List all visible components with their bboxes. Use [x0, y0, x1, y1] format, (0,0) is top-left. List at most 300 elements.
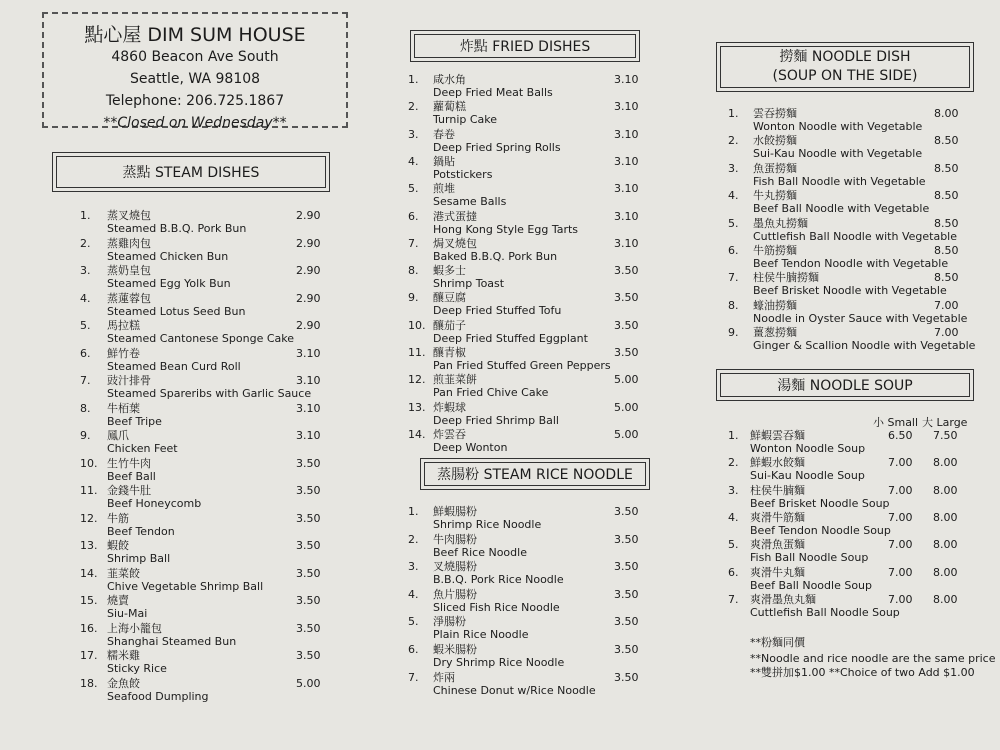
- menu-item: [728, 511, 968, 538]
- menu-item: [80, 209, 340, 236]
- item-price: 7.00: [934, 326, 959, 340]
- menu-item: [728, 244, 968, 271]
- item-english-name: Fish Ball Noodle with Vegetable: [753, 174, 926, 188]
- item-number: 2.: [728, 456, 739, 470]
- item-number: 8.: [728, 298, 739, 312]
- menu-item: [408, 505, 648, 532]
- item-english-name: Beef Honeycomb: [107, 497, 202, 510]
- item-chinese-name: 雲吞撈麵: [753, 107, 797, 120]
- item-price: 3.50: [614, 505, 639, 518]
- menu-item: [408, 264, 648, 291]
- item-number: 5.: [80, 319, 91, 332]
- item-price: 2.90: [296, 236, 321, 250]
- item-number: 16.: [80, 621, 98, 635]
- item-chinese-name: 蘿蔔糕: [433, 100, 466, 114]
- address-line-2: Seattle, WA 98108: [129, 71, 261, 87]
- item-english-name: Beef Ball Noodle with Vegetable: [753, 202, 930, 216]
- item-price: 3.10: [296, 401, 321, 415]
- item-price: 3.10: [614, 236, 639, 250]
- item-number: 6.: [80, 346, 91, 360]
- menu-item: [728, 484, 968, 511]
- item-chinese-name: 港式蛋撻: [433, 209, 477, 223]
- item-number: 2.: [408, 100, 419, 114]
- menu-item: [408, 73, 648, 100]
- menu-item: [728, 217, 968, 244]
- menu-item: [80, 402, 340, 429]
- item-chinese-name: 爽滑魚蛋麵: [750, 538, 805, 552]
- item-number: 11.: [408, 346, 426, 359]
- item-chinese-name: 爽滑牛筋麵: [750, 510, 805, 524]
- item-price: 3.50: [296, 621, 321, 635]
- item-price: 3.10: [614, 73, 639, 86]
- item-english-name: Steamed Bean Curd Roll: [107, 359, 241, 373]
- item-number: 11.: [80, 484, 98, 497]
- item-chinese-name: 牛栢葉: [107, 401, 140, 415]
- steam-dishes-title: 蒸點 STEAM DISHES: [52, 152, 330, 192]
- item-price: 8.50: [934, 161, 959, 175]
- item-chinese-name: 春卷: [433, 127, 455, 141]
- item-price-large: 8.00: [933, 456, 958, 470]
- menu-item: [728, 593, 968, 620]
- item-price: 3.50: [296, 484, 321, 497]
- item-number: 9.: [80, 429, 91, 442]
- item-chinese-name: 燒賣: [107, 594, 129, 607]
- item-price: 3.50: [296, 649, 321, 662]
- item-price: 3.10: [296, 374, 321, 387]
- item-english-name: Beef Rice Noodle: [433, 545, 527, 559]
- menu-item: [80, 374, 340, 401]
- item-chinese-name: 水餃撈麵: [753, 134, 797, 148]
- item-chinese-name: 金魚餃: [107, 676, 140, 690]
- item-price: 5.00: [614, 427, 639, 441]
- noodle-dish-title-line2: (SOUP ON THE SIDE): [772, 68, 918, 84]
- restaurant-header: [42, 12, 348, 131]
- item-chinese-name: 煎堆: [433, 182, 455, 196]
- item-number: 6.: [408, 643, 419, 656]
- item-chinese-name: 爽滑墨魚丸麵: [750, 592, 816, 606]
- item-chinese-name: 糯米雞: [107, 649, 140, 662]
- item-price-small: 7.00: [888, 538, 913, 552]
- item-price: 3.50: [614, 346, 639, 359]
- item-english-name: Potstickers: [433, 167, 493, 181]
- item-price: 5.00: [614, 373, 639, 387]
- item-chinese-name: 魚蛋撈麵: [753, 161, 797, 175]
- item-english-name: Steamed Chicken Bun: [107, 249, 229, 263]
- menu-item: [408, 155, 648, 182]
- item-chinese-name: 炸兩: [433, 670, 455, 684]
- item-english-name: Beef Brisket Noodle with Vegetable: [753, 284, 947, 298]
- menu-item: [408, 588, 648, 615]
- item-english-name: Sesame Balls: [433, 195, 507, 209]
- item-price: 3.50: [614, 643, 639, 656]
- item-chinese-name: 鮮竹卷: [107, 346, 140, 360]
- item-english-name: Beef Tendon Noodle Soup: [750, 523, 891, 537]
- menu-item: [408, 210, 648, 237]
- menu-item: [80, 264, 340, 291]
- item-number: 1.: [408, 505, 419, 518]
- item-chinese-name: 牛丸撈麵: [753, 189, 797, 203]
- item-price: 3.50: [614, 560, 639, 574]
- menu-item: [408, 346, 648, 373]
- item-english-name: Shrimp Toast: [433, 277, 505, 291]
- menu-item: [80, 319, 340, 346]
- steam-rice-noodle-title: 蒸腸粉 STEAM RICE NOODLE: [420, 458, 650, 490]
- item-number: 15.: [80, 594, 98, 607]
- item-english-name: Beef Brisket Noodle Soup: [750, 496, 890, 510]
- item-number: 2.: [80, 236, 91, 250]
- item-price-large: 8.00: [933, 510, 958, 524]
- item-price-small: 7.00: [888, 483, 913, 497]
- menu-item: [80, 347, 340, 374]
- item-price: 8.50: [934, 271, 959, 285]
- item-english-name: Seafood Dumpling: [107, 689, 209, 703]
- item-price: 8.00: [934, 107, 959, 120]
- item-english-name: Noodle in Oyster Sauce with Vegetable: [753, 311, 968, 325]
- item-number: 13.: [80, 539, 98, 552]
- item-price: 3.10: [614, 127, 639, 141]
- menu-item: [408, 671, 648, 698]
- item-english-name: Sticky Rice: [107, 662, 167, 675]
- fried-dishes-title: 炸點 FRIED DISHES: [410, 30, 640, 62]
- item-price-large: 8.00: [933, 538, 958, 552]
- item-english-name: Siu-Mai: [107, 607, 148, 620]
- item-price: 3.50: [296, 539, 321, 552]
- item-number: 3.: [728, 161, 739, 175]
- item-number: 7.: [408, 670, 419, 684]
- item-english-name: Beef Ball Noodle Soup: [750, 578, 873, 592]
- menu-item: [80, 237, 340, 264]
- item-price: 3.50: [614, 318, 639, 332]
- menu-item: [408, 182, 648, 209]
- menu-item: [728, 189, 968, 216]
- item-price: 8.50: [934, 216, 959, 230]
- item-english-name: Cuttlefish Ball Noodle Soup: [750, 605, 900, 619]
- menu-item: [408, 615, 648, 642]
- item-chinese-name: 釀豆腐: [433, 291, 466, 305]
- item-number: 12.: [408, 373, 426, 387]
- menu-item: [408, 428, 648, 455]
- note-choice-of-two: **雙拼加$1.00 **Choice of two Add $1.00: [750, 666, 975, 679]
- menu-item: [728, 107, 968, 134]
- item-price: 2.90: [296, 319, 321, 332]
- menu-item: [408, 533, 648, 560]
- item-english-name: Deep Fried Shrimp Ball: [433, 413, 559, 427]
- address-line-1: 4860 Beacon Ave South: [111, 49, 279, 65]
- item-number: 6.: [728, 565, 739, 579]
- menu-item: [408, 237, 648, 264]
- item-english-name: Beef Tripe: [107, 414, 162, 428]
- menu-item: [80, 457, 340, 484]
- item-number: 4.: [728, 510, 739, 524]
- item-english-name: Steamed B.B.Q. Pork Bun: [107, 222, 247, 235]
- item-chinese-name: 柱侯牛腩撈麵: [753, 271, 819, 285]
- item-english-name: Sui-Kau Noodle with Vegetable: [753, 147, 923, 161]
- item-price: 3.10: [296, 429, 321, 442]
- menu-item: [80, 594, 340, 621]
- item-price: 3.10: [296, 346, 321, 360]
- item-english-name: Deep Wonton: [433, 440, 508, 454]
- menu-item: [408, 560, 648, 587]
- item-chinese-name: 蝦米腸粉: [433, 643, 477, 656]
- item-chinese-name: 薑葱撈麵: [753, 326, 797, 340]
- item-chinese-name: 爽滑牛丸麵: [750, 565, 805, 579]
- menu-item: [408, 319, 648, 346]
- item-price: 2.90: [296, 264, 321, 277]
- item-number: 4.: [408, 154, 419, 168]
- noodle-dish-title: [716, 42, 974, 92]
- item-english-name: Sui-Kau Noodle Soup: [750, 469, 865, 483]
- item-price-small: 6.50: [888, 429, 913, 442]
- menu-item: [408, 291, 648, 318]
- item-english-name: Deep Fried Meat Balls: [433, 86, 553, 99]
- item-english-name: Pan Fried Chive Cake: [433, 386, 549, 400]
- item-english-name: Steamed Spareribs with Garlic Sauce: [107, 387, 312, 400]
- item-chinese-name: 牛筋撈麵: [753, 244, 797, 257]
- item-chinese-name: 鳳爪: [107, 429, 129, 442]
- telephone: Telephone: 206.725.1867: [105, 93, 285, 109]
- item-price: 3.50: [614, 532, 639, 546]
- item-chinese-name: 柱侯牛腩麵: [750, 483, 805, 497]
- item-number: 14.: [80, 566, 98, 580]
- item-number: 2.: [408, 532, 419, 546]
- item-number: 18.: [80, 676, 98, 690]
- item-price: 2.90: [296, 209, 321, 222]
- item-chinese-name: 焗叉燒包: [433, 236, 477, 250]
- item-english-name: Fish Ball Noodle Soup: [750, 551, 869, 565]
- item-price: 3.50: [614, 615, 639, 629]
- item-number: 5.: [728, 216, 739, 230]
- menu-item: [80, 622, 340, 649]
- large-size-label: 大 Large: [922, 416, 968, 429]
- item-english-name: Deep Fried Stuffed Tofu: [433, 304, 562, 318]
- item-chinese-name: 墨魚丸撈麵: [753, 216, 808, 230]
- menu-item: [80, 292, 340, 319]
- menu-item: [728, 162, 968, 189]
- item-english-name: Ginger & Scallion Noodle with Vegetable: [753, 339, 976, 353]
- item-english-name: Baked B.B.Q. Pork Bun: [433, 249, 558, 263]
- item-chinese-name: 咸水角: [433, 73, 466, 86]
- item-chinese-name: 上海小籠包: [107, 621, 162, 635]
- item-chinese-name: 蒸雞肉包: [107, 236, 151, 250]
- item-number: 1.: [728, 107, 739, 120]
- item-number: 6.: [728, 244, 739, 257]
- item-price: 8.50: [934, 244, 959, 257]
- item-english-name: Deep Fried Stuffed Eggplant: [433, 331, 588, 345]
- item-english-name: Pan Fried Stuffed Green Peppers: [433, 359, 611, 372]
- item-english-name: Beef Ball: [107, 469, 156, 483]
- item-chinese-name: 蒸蓮蓉包: [107, 291, 151, 305]
- menu-item: [728, 429, 968, 456]
- item-price: 3.10: [614, 100, 639, 114]
- menu-item: [80, 649, 340, 676]
- item-english-name: Chinese Donut w/Rice Noodle: [433, 683, 596, 697]
- item-number: 9.: [728, 326, 739, 340]
- note-same-price-zh: **粉麵同價: [750, 636, 805, 649]
- item-english-name: Wonton Noodle with Vegetable: [753, 120, 923, 133]
- item-chinese-name: 淨腸粉: [433, 615, 466, 629]
- item-price-small: 7.00: [888, 565, 913, 579]
- item-number: 8.: [80, 401, 91, 415]
- menu-item: [80, 429, 340, 456]
- menu-item: [728, 271, 968, 298]
- item-price: 8.50: [934, 189, 959, 203]
- item-chinese-name: 蝦多士: [433, 264, 466, 278]
- menu-item: [408, 373, 648, 400]
- item-chinese-name: 釀青椒: [433, 346, 466, 359]
- item-price: 3.50: [614, 670, 639, 684]
- item-price: 8.50: [934, 134, 959, 148]
- item-english-name: Wonton Noodle Soup: [750, 442, 866, 455]
- note-same-price-en: **Noodle and rice noodle are the same price: [750, 652, 996, 665]
- item-english-name: Beef Tendon: [107, 524, 175, 538]
- item-price-small: 7.00: [888, 456, 913, 470]
- item-number: 8.: [408, 264, 419, 278]
- item-number: 7.: [728, 592, 739, 606]
- item-chinese-name: 炸雲吞: [433, 427, 466, 441]
- item-number: 2.: [728, 134, 739, 148]
- item-price: 3.10: [614, 182, 639, 196]
- item-english-name: Shrimp Ball: [107, 552, 171, 565]
- item-english-name: Steamed Egg Yolk Bun: [107, 277, 231, 290]
- menu-item: [80, 512, 340, 539]
- item-price: 3.50: [296, 594, 321, 607]
- item-chinese-name: 豉汁排骨: [107, 374, 151, 387]
- item-price: 5.00: [614, 400, 639, 414]
- item-number: 3.: [408, 560, 419, 574]
- item-chinese-name: 魚片腸粉: [433, 587, 477, 601]
- item-number: 5.: [408, 182, 419, 196]
- item-price: 3.50: [296, 456, 321, 470]
- menu-item: [728, 456, 968, 483]
- item-english-name: Shrimp Rice Noodle: [433, 518, 542, 531]
- item-chinese-name: 馬拉糕: [107, 319, 140, 332]
- item-number: 4.: [728, 189, 739, 203]
- item-number: 14.: [408, 427, 426, 441]
- item-chinese-name: 煎韮菜餅: [433, 373, 477, 387]
- item-price-large: 8.00: [933, 565, 958, 579]
- item-chinese-name: 蠔油撈麵: [753, 298, 797, 312]
- item-english-name: Cuttlefish Ball Noodle with Vegetable: [753, 229, 957, 243]
- item-number: 7.: [80, 374, 91, 387]
- item-english-name: Turnip Cake: [433, 113, 498, 127]
- item-number: 7.: [408, 236, 419, 250]
- item-number: 3.: [408, 127, 419, 141]
- item-chinese-name: 牛肉腸粉: [433, 532, 477, 546]
- item-price-small: 7.00: [888, 592, 913, 606]
- item-english-name: B.B.Q. Pork Rice Noodle: [433, 573, 564, 587]
- item-price: 3.50: [296, 566, 321, 580]
- item-english-name: Plain Rice Noodle: [433, 628, 529, 642]
- noodle-dish-title-line1: 撈麵 NOODLE DISH: [779, 49, 911, 65]
- menu-item: [80, 677, 340, 704]
- item-number: 12.: [80, 511, 98, 525]
- item-price: 3.10: [614, 209, 639, 223]
- item-english-name: Steamed Cantonese Sponge Cake: [107, 332, 295, 345]
- item-number: 1.: [408, 73, 419, 86]
- item-price: 5.00: [296, 676, 321, 690]
- item-number: 1.: [728, 429, 739, 442]
- item-chinese-name: 韮菜餃: [107, 566, 140, 580]
- item-english-name: Beef Tendon Noodle with Vegetable: [753, 257, 949, 270]
- item-english-name: Sliced Fish Rice Noodle: [433, 600, 560, 614]
- item-number: 5.: [728, 538, 739, 552]
- item-number: 3.: [728, 483, 739, 497]
- menu-item: [728, 326, 976, 353]
- item-chinese-name: 鮮蝦水餃麵: [750, 456, 805, 470]
- item-chinese-name: 蒸叉燒包: [107, 209, 151, 222]
- item-english-name: Chive Vegetable Shrimp Ball: [107, 579, 264, 593]
- item-number: 1.: [80, 209, 91, 222]
- menu-item: [408, 100, 648, 127]
- item-price-large: 7.50: [933, 429, 958, 442]
- item-number: 10.: [408, 318, 426, 332]
- restaurant-name: 點心屋 DIM SUM HOUSE: [84, 24, 306, 46]
- item-chinese-name: 生竹牛肉: [107, 456, 151, 470]
- item-english-name: Hong Kong Style Egg Tarts: [433, 222, 579, 236]
- item-price: 3.50: [614, 291, 639, 305]
- item-english-name: Shanghai Steamed Bun: [107, 634, 237, 648]
- item-number: 3.: [80, 264, 91, 277]
- item-chinese-name: 鮮蝦腸粉: [433, 505, 477, 518]
- item-chinese-name: 鍋貼: [433, 154, 455, 168]
- item-number: 6.: [408, 209, 419, 223]
- item-chinese-name: 釀茄子: [433, 318, 466, 332]
- item-english-name: Chicken Feet: [107, 442, 178, 455]
- item-english-name: Steamed Lotus Seed Bun: [107, 304, 246, 318]
- item-english-name: Dry Shrimp Rice Noodle: [433, 656, 565, 669]
- item-price: 2.90: [296, 291, 321, 305]
- menu-item: [408, 401, 648, 428]
- item-price: 3.50: [296, 511, 321, 525]
- menu-item: [408, 128, 648, 155]
- menu-item: [80, 567, 340, 594]
- item-price-small: 7.00: [888, 510, 913, 524]
- item-chinese-name: 叉燒腸粉: [433, 560, 477, 574]
- item-number: 5.: [408, 615, 419, 629]
- menu-item: [80, 539, 340, 566]
- item-chinese-name: 金錢牛肚: [107, 484, 151, 497]
- item-price: 3.10: [614, 154, 639, 168]
- item-number: 10.: [80, 456, 98, 470]
- noodle-soup-title: 湯麵 NOODLE SOUP: [716, 369, 974, 401]
- item-price: 3.50: [614, 264, 639, 278]
- item-price-large: 8.00: [933, 592, 958, 606]
- item-chinese-name: 鮮蝦雲吞麵: [750, 429, 805, 442]
- item-number: 4.: [408, 587, 419, 601]
- menu-item: [408, 643, 648, 670]
- item-price: 3.50: [614, 587, 639, 601]
- menu-item: [728, 566, 968, 593]
- item-number: 17.: [80, 649, 98, 662]
- menu-item: [728, 299, 968, 326]
- small-size-label: 小 Small: [873, 416, 919, 429]
- closed-notice: **Closed on Wednesday**: [103, 115, 287, 131]
- item-number: 13.: [408, 400, 426, 414]
- item-chinese-name: 蒸奶皇包: [107, 264, 151, 277]
- item-number: 4.: [80, 291, 91, 305]
- menu-item: [80, 484, 340, 511]
- item-price-large: 8.00: [933, 483, 958, 497]
- item-number: 7.: [728, 271, 739, 285]
- item-chinese-name: 炸蝦球: [433, 400, 466, 414]
- item-chinese-name: 牛筋: [107, 511, 129, 525]
- item-number: 9.: [408, 291, 419, 305]
- item-english-name: Deep Fried Spring Rolls: [433, 140, 561, 154]
- item-price: 7.00: [934, 298, 959, 312]
- menu-item: [728, 538, 968, 565]
- item-chinese-name: 蝦餃: [107, 539, 129, 552]
- menu-item: [728, 134, 968, 161]
